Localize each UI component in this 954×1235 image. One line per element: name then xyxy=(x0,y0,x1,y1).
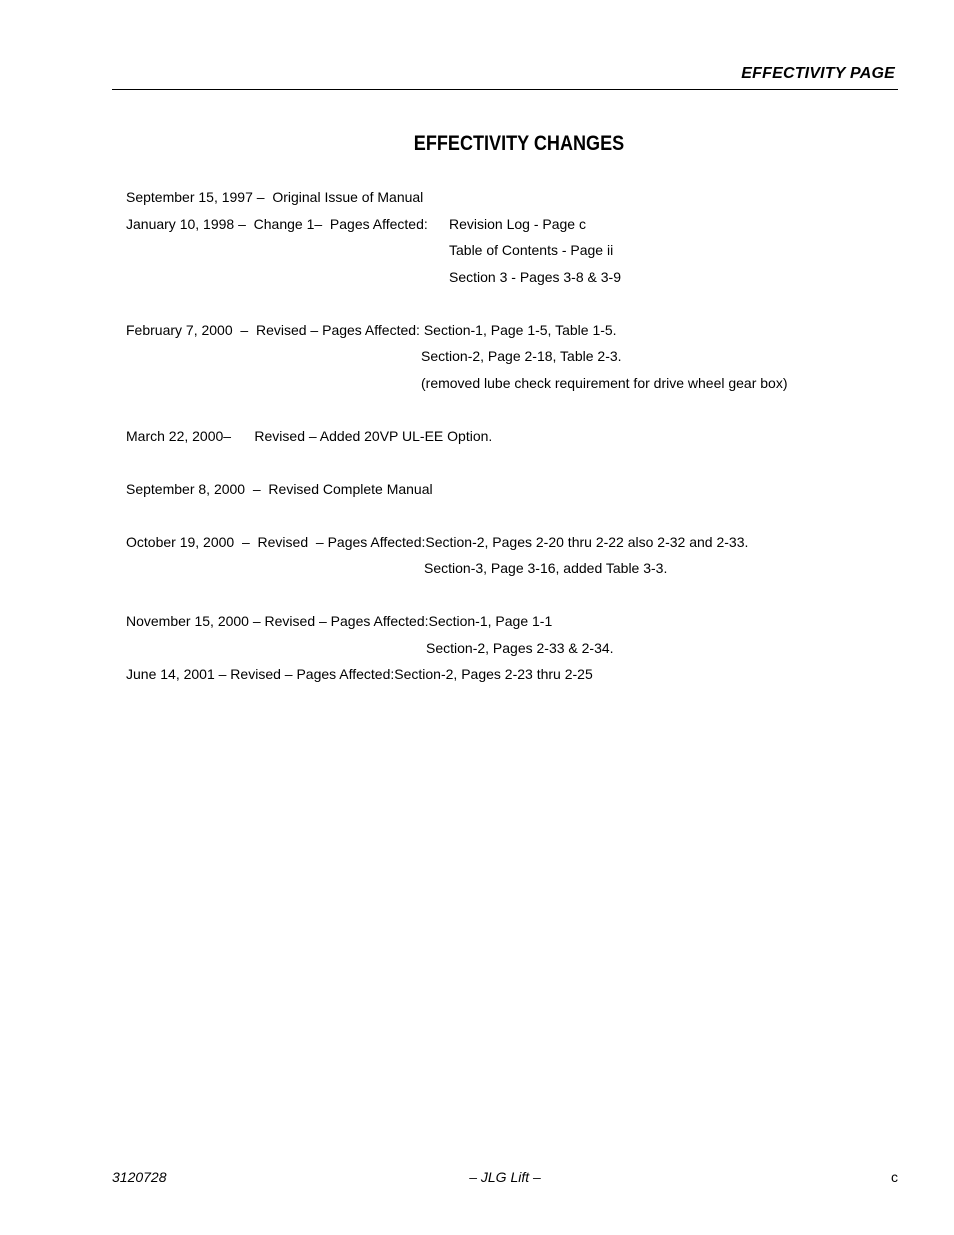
entry-1998-01-10-page-1: Revision Log - Page c xyxy=(449,216,586,232)
entry-2000-02-07: February 7, 2000 – Revised – Pages Affected: Section-1, Page 1-5, Table 1-5. xyxy=(126,322,617,338)
entry-1997-09-15: September 15, 1997 – Original Issue of Manual xyxy=(126,189,424,205)
entry-1998-01-10: January 10, 1998 – Change 1– Pages Affected: xyxy=(126,216,428,232)
entry-1998-01-10-page-2: Table of Contents - Page ii xyxy=(449,242,614,258)
entry-2000-09-08: September 8, 2000 – Revised Complete Manual xyxy=(126,481,433,497)
entry-2000-10-19-cont: Section-3, Page 3-16, added Table 3-3. xyxy=(424,560,668,576)
entry-2000-02-07-cont-2: (removed lube check requirement for drive wheel gear box) xyxy=(421,375,788,391)
entry-2001-06-14: June 14, 2001 – Revised – Pages Affected:Section-2, Pages 2-23 thru 2-25 xyxy=(126,666,593,682)
footer-publisher: – JLG Lift – xyxy=(469,1169,541,1185)
page-title: EFFECTIVITY CHANGES xyxy=(413,132,625,155)
entry-2000-11-15-cont: Section-2, Pages 2-33 & 2-34. xyxy=(426,640,614,656)
entry-2000-11-15: November 15, 2000 – Revised – Pages Affected:Section-1, Page 1-1 xyxy=(126,613,553,629)
entry-1998-01-10-page-3: Section 3 - Pages 3-8 & 3-9 xyxy=(449,269,621,285)
header-divider xyxy=(112,89,898,90)
page-header-title: EFFECTIVITY PAGE xyxy=(741,65,895,82)
entry-2000-10-19: October 19, 2000 – Revised – Pages Affected:Section-2, Pages 2-20 thru 2-22 also 2-32 and 2-33. xyxy=(126,534,749,550)
footer-doc-number: 3120728 xyxy=(112,1169,167,1185)
entry-2000-03-22: March 22, 2000– Revised – Added 20VP UL-EE Option. xyxy=(126,428,493,444)
entry-2000-02-07-cont-1: Section-2, Page 2-18, Table 2-3. xyxy=(421,348,622,364)
footer-page-number: c xyxy=(891,1169,898,1185)
